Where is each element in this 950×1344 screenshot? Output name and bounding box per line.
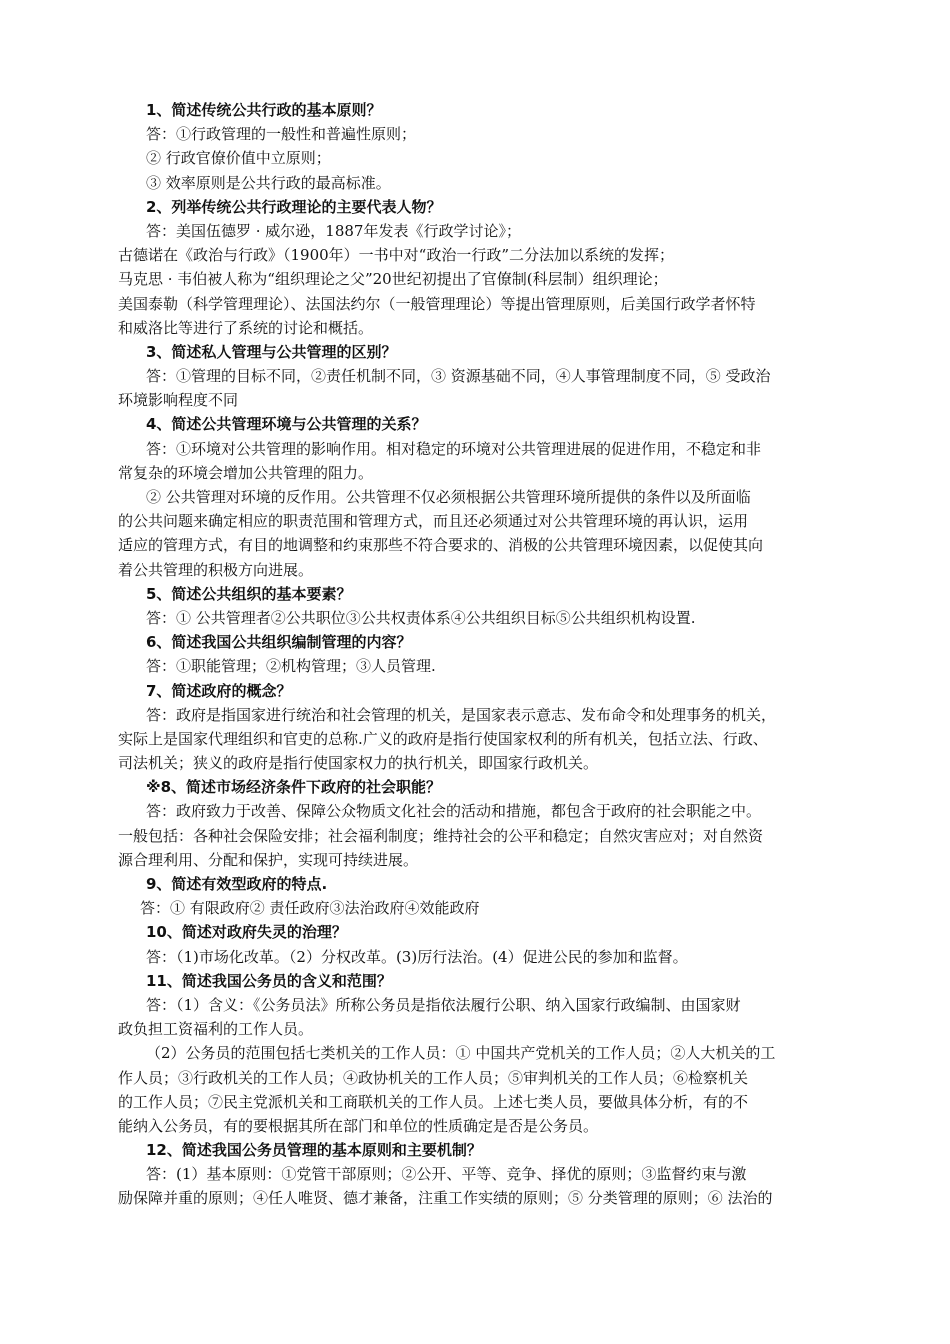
answer-text-line: 答：政府致力于改善、保障公众物质文化社会的活动和措施，都包含于政府的社会职能之中。 bbox=[146, 802, 762, 821]
answer-text-line: 的公共问题来确定相应的职责范围和管理方式，而且还必须通过对公共管理环境的再认识，运用 bbox=[118, 512, 749, 531]
answer-text-line: 和威洛比等进行了系统的讨论和概括。 bbox=[118, 318, 374, 337]
answer-text-line: 适应的管理方式，有目的地调整和约束那些不符合要求的、消极的公共管理环境因素，以促使其向 bbox=[118, 536, 764, 555]
question-heading: 3、简述私人管理与公共管理的区别？ bbox=[146, 342, 397, 361]
answer-text-line: 美国泰勒（科学管理理论）、法国法约尔（一般管理理论）等提出管理原则，后美国行政学者怀特 bbox=[118, 294, 756, 313]
answer-text-line: 环境影响程度不同 bbox=[118, 391, 239, 410]
question-heading: 11、简述我国公务员的含义和范围？ bbox=[146, 971, 392, 990]
question-heading: 4、简述公共管理环境与公共管理的关系？ bbox=[146, 415, 427, 434]
answer-text-line: 实际上是国家代理组织和官吏的总称.广义的政府是指行使国家权利的所有机关，包括立法、行政、 bbox=[118, 729, 768, 748]
answer-text-line: 答：①行政管理的一般性和普遍性原则； bbox=[146, 125, 417, 144]
answer-text-line: 源合理利用、分配和保护，实现可持续进展。 bbox=[118, 850, 419, 869]
answer-text-line: ② 行政官僚价值中立原则； bbox=[146, 149, 331, 168]
answer-text-line: 答：（1）含义：《公务员法》所称公务员是指依法履行公职、纳入国家行政编制、由国家财 bbox=[146, 995, 741, 1014]
answer-text-line: 常复杂的环境会增加公共管理的阻力。 bbox=[118, 463, 374, 482]
question-heading: 5、简述公共组织的基本要素？ bbox=[146, 584, 352, 603]
answer-text-line: 答：① 公共管理者②公共职位③公共权责体系④公共组织目标⑤公共组织机构设置. bbox=[146, 608, 696, 627]
answer-text-line: 答：①职能管理；②机构管理；③人员管理. bbox=[146, 657, 436, 676]
answer-text-line: 古德诺在《政治与行政》（1900年）一书中对“政治一行政”二分法加以系统的发挥； bbox=[118, 246, 675, 265]
answer-text-line: ② 公共管理对环境的反作用。公共管理不仅必须根据公共管理环境所提供的条件以及所面临 bbox=[146, 488, 751, 506]
question-heading: 10、简述对政府失灵的治理？ bbox=[146, 923, 347, 942]
answer-text-line: 能纳入公务员，有的要根据其所在部门和单位的性质确定是否是公务员。 bbox=[118, 1116, 599, 1135]
question-heading: ※8、简述市场经济条件下政府的社会职能？ bbox=[146, 778, 442, 797]
answer-text-line: 答：政府是指国家进行统治和社会管理的机关，是国家表示意志、发布命令和处理事务的机关， bbox=[146, 705, 777, 724]
answer-text-line: 励保障并重的原则；④任人唯贤、德才兼备，注重工作实绩的原则；⑤ 分类管理的原则；⑥ 法治的 bbox=[118, 1189, 773, 1208]
answer-text-line: 答：美国伍德罗 · 威尔逊，1887年发表《行政学讨论》； bbox=[146, 221, 521, 240]
answer-text-line: 一般包括：各种社会保险安排；社会福利制度；维持社会的公平和稳定；自然灾害应对；对自然资 bbox=[118, 826, 764, 845]
answer-text-line: 着公共管理的积极方向进展。 bbox=[118, 560, 314, 579]
document-page bbox=[118, 98, 838, 1211]
question-heading: 6、简述我国公共组织编制管理的内容？ bbox=[146, 633, 412, 652]
answer-text-line: 答：①环境对公共管理的影响作用。相对稳定的环境对公共管理进展的促进作用，不稳定和非 bbox=[146, 439, 762, 458]
answer-text-line: ③ 效率原则是公共行政的最高标准。 bbox=[146, 173, 391, 192]
answer-text-line: 答：(1）基本原则：①党管干部原则；②公开、平等、竞争、择优的原则；③监督约束与激 bbox=[146, 1165, 747, 1184]
answer-text-line: 答：① 有限政府② 责任政府③法治政府④效能政府 bbox=[140, 899, 480, 918]
answer-text-line: 作人员；③行政机关的工作人员；④政协机关的工作人员；⑤审判机关的工作人员；⑥检察机关 bbox=[118, 1068, 749, 1087]
question-heading: 9、简述有效型政府的特点. bbox=[146, 875, 328, 893]
answer-text-line: 答：①管理的目标不同，②责任机制不同，③ 资源基础不同，④人事管理制度不同，⑤ 受政治 bbox=[146, 367, 771, 386]
question-heading: 1、简述传统公共行政的基本原则？ bbox=[146, 101, 382, 119]
answer-text-line: 司法机关；狭义的政府是指行使国家权力的执行机关，即国家行政机关。 bbox=[118, 754, 599, 773]
question-heading: 7、简述政府的概念？ bbox=[146, 681, 292, 700]
answer-text-line: 答：（1)市场化改革。（2）分权改革。(3)厉行法治。(4）促进公民的参加和监督。 bbox=[146, 947, 688, 966]
answer-text-line: （2）公务员的范围包括七类机关的工作人员：① 中国共产党机关的工作人员；②人大机关的工 bbox=[146, 1044, 776, 1063]
question-heading: 2、列举传统公共行政理论的主要代表人物？ bbox=[146, 197, 442, 216]
answer-text-line: 马克思 · 韦伯被人称为“组织理论之父”20世纪初提出了官僚制(科层制）组织理论； bbox=[118, 270, 668, 289]
answer-text-line: 政负担工资福利的工作人员。 bbox=[118, 1020, 314, 1039]
answer-text-line: 的工作人员；⑦民主党派机关和工商联机关的工作人员。上述七类人员，要做具体分析，有的不 bbox=[118, 1092, 749, 1111]
question-heading: 12、简述我国公务员管理的基本原则和主要机制？ bbox=[146, 1141, 482, 1160]
